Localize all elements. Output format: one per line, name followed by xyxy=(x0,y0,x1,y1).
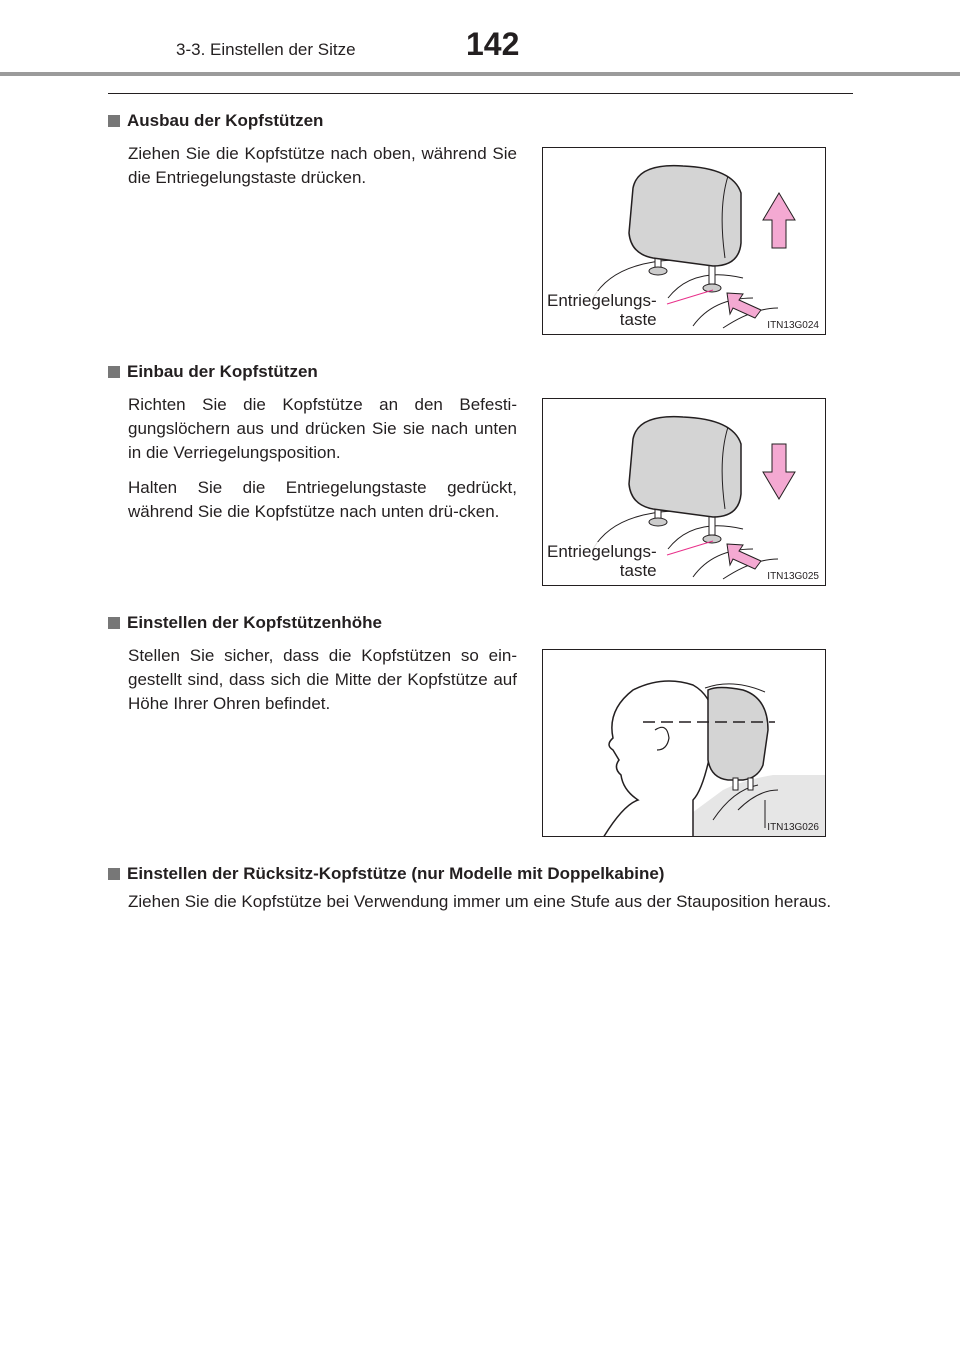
arrow-press-icon xyxy=(727,544,761,569)
paragraph: Ziehen Sie die Kopfstütze bei Verwendung immer um eine Stufe aus der Stauposition heraus. xyxy=(128,892,832,911)
heading-text: Einbau der Kopfstützen xyxy=(127,362,318,381)
heading-text: Ausbau der Kopfstützen xyxy=(127,111,324,130)
bullet-square-icon xyxy=(108,366,120,378)
heading-text: Einstellen der Kopfstützenhöhe xyxy=(127,613,383,632)
page-number: 142 xyxy=(466,26,520,62)
figure-code: ITN13G025 xyxy=(767,571,819,582)
header-rule xyxy=(0,72,960,76)
heading-hoehe xyxy=(108,613,382,633)
bullet-square-icon xyxy=(108,868,120,880)
paragraph: Richten Sie die Kopfstütze an den Befesti-gungslöchern aus und drücken Sie sie nach unten in die Verriegelungsposition. xyxy=(128,395,517,462)
bullet-square-icon xyxy=(108,617,120,629)
arrow-down-icon xyxy=(763,444,795,499)
arrow-up-icon xyxy=(763,193,795,248)
figure-headrest-installation xyxy=(542,398,826,586)
figure-label: Entriegelungs- taste xyxy=(547,542,657,580)
figure-code: ITN13G024 xyxy=(767,320,819,331)
heading-text: Einstellen der Rücksitz-Kopfstütze (nur Modelle mit Doppelkabine) xyxy=(127,864,665,883)
figure-label: Entriegelungs- taste xyxy=(547,291,657,329)
figure-headrest-height xyxy=(542,649,826,837)
section-title: 3-3. Einstellen der Sitze xyxy=(176,40,356,59)
heading-ausbau xyxy=(108,111,323,131)
head-profile-diagram xyxy=(543,650,826,837)
figure-headrest-removal xyxy=(542,147,826,335)
heading-ruecksitz xyxy=(108,864,664,884)
paragraph: Stellen Sie sicher, dass die Kopfstützen so ein-gestellt sind, dass sich die Mitte der Kopfstütze auf Höhe Ihrer Ohren befindet. xyxy=(128,646,517,713)
paragraph: Halten Sie die Entriegelungstaste gedrückt, während Sie die Kopfstütze nach unten drü-cken. xyxy=(128,478,517,521)
arrow-press-icon xyxy=(727,293,761,318)
bullet-square-icon xyxy=(108,115,120,127)
content-rule xyxy=(108,93,853,94)
heading-einbau xyxy=(108,362,318,382)
paragraph: Ziehen Sie die Kopfstütze nach oben, während Sie die Entriegelungstaste drücken. xyxy=(128,144,517,187)
page-header xyxy=(0,0,960,76)
figure-code: ITN13G026 xyxy=(767,822,819,833)
